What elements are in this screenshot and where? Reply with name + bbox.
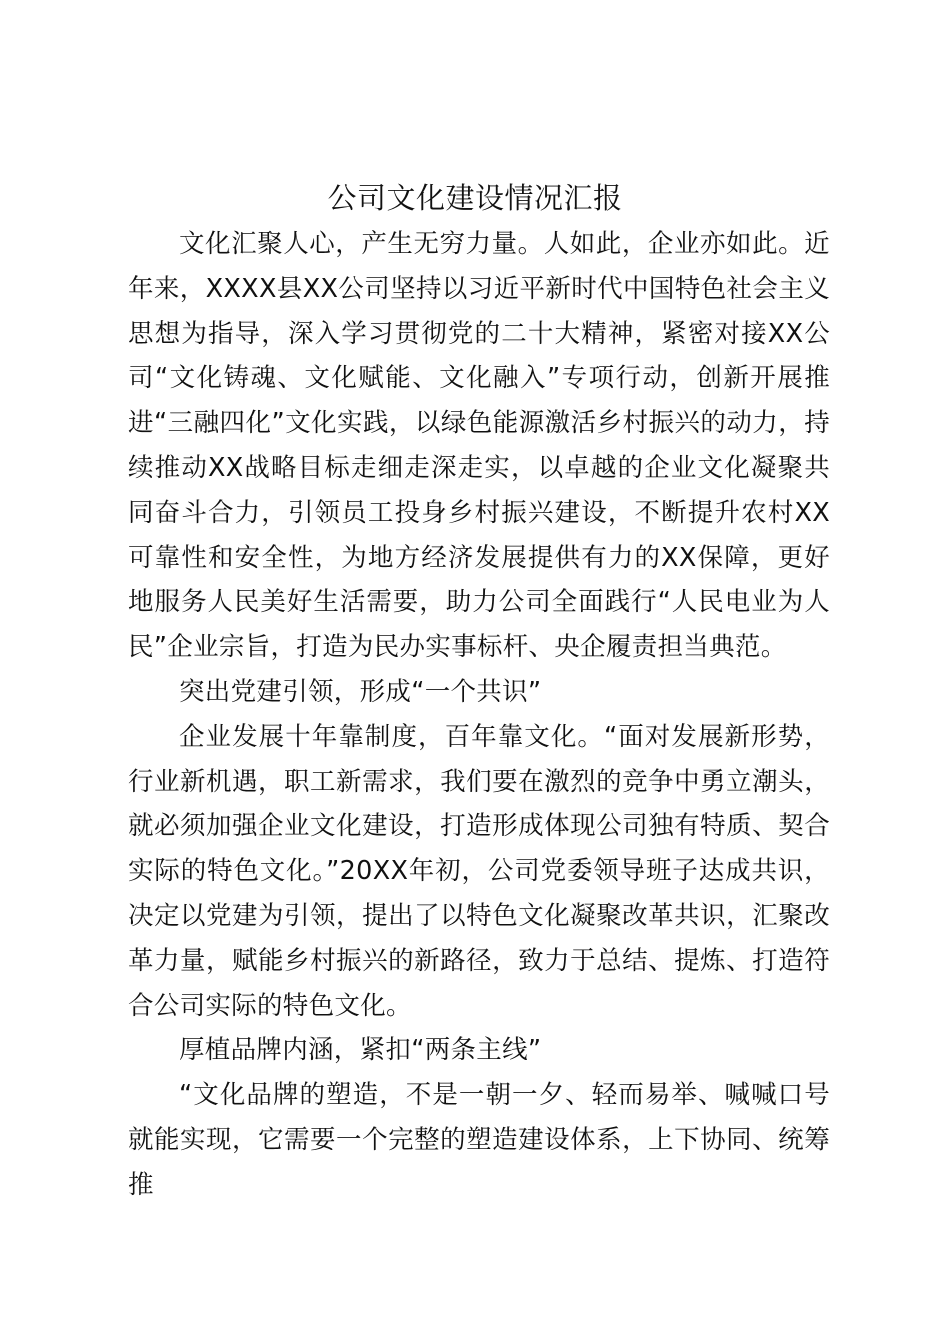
document-title: 公司文化建设情况汇报 [327, 181, 623, 215]
section-heading-brand: 厚植品牌内涵，紧扣“两条主线” [179, 1035, 542, 1066]
intro-paragraph: 文化汇聚人心，产生无穷力量。人如此，企业亦如此。近年来，XXXX县XX公司坚持以习近平新时代中国特色社会主义思想为指导，深入学习贯彻党的二十大精神，紧密对接XX公司“文化铸魂、文化赋能、文化融入”专项行动，创新开展推进“三融四化”文化实践，以绿色能源激活乡村振兴的动力，持续推动XX战略目标走细走深走实，以卓越的企业文化凝聚共同奋斗合力，引领员工投身乡村振兴建设，不断提升农村XX可靠性和安全性，为地方经济发展提供有力的XX保障，更好地服务人民美好生活需要，助力公司全面践行“人民电业为人民”企业宗旨，打造为民办实事标杆、央企履责担当典范。 [128, 229, 830, 663]
section-heading-consensus: 突出党建引领，形成“一个共识” [179, 676, 542, 707]
consensus-paragraph: 企业发展十年靠制度，百年靠文化。“面对发展新形势，行业新机遇，职工新需求，我们要在激烈的竞争中勇立潮头，就必须加强企业文化建设，打造形成体现公司独有特质、契合实际的特色文化。”20XX年初，公司党委领导班子达成共识，决定以党建为引领，提出了以特色文化凝聚改革共识，汇聚改革力量，赋能乡村振兴的新路径，致力于总结、提炼、打造符合公司实际的特色文化。 [128, 721, 830, 1021]
brand-paragraph: “文化品牌的塑造，不是一朝一夕、轻而易举、喊喊口号就能实现，它需要一个完整的塑造建设体系，上下协同、统筹推 [128, 1080, 830, 1200]
document-body [128, 222, 830, 1208]
